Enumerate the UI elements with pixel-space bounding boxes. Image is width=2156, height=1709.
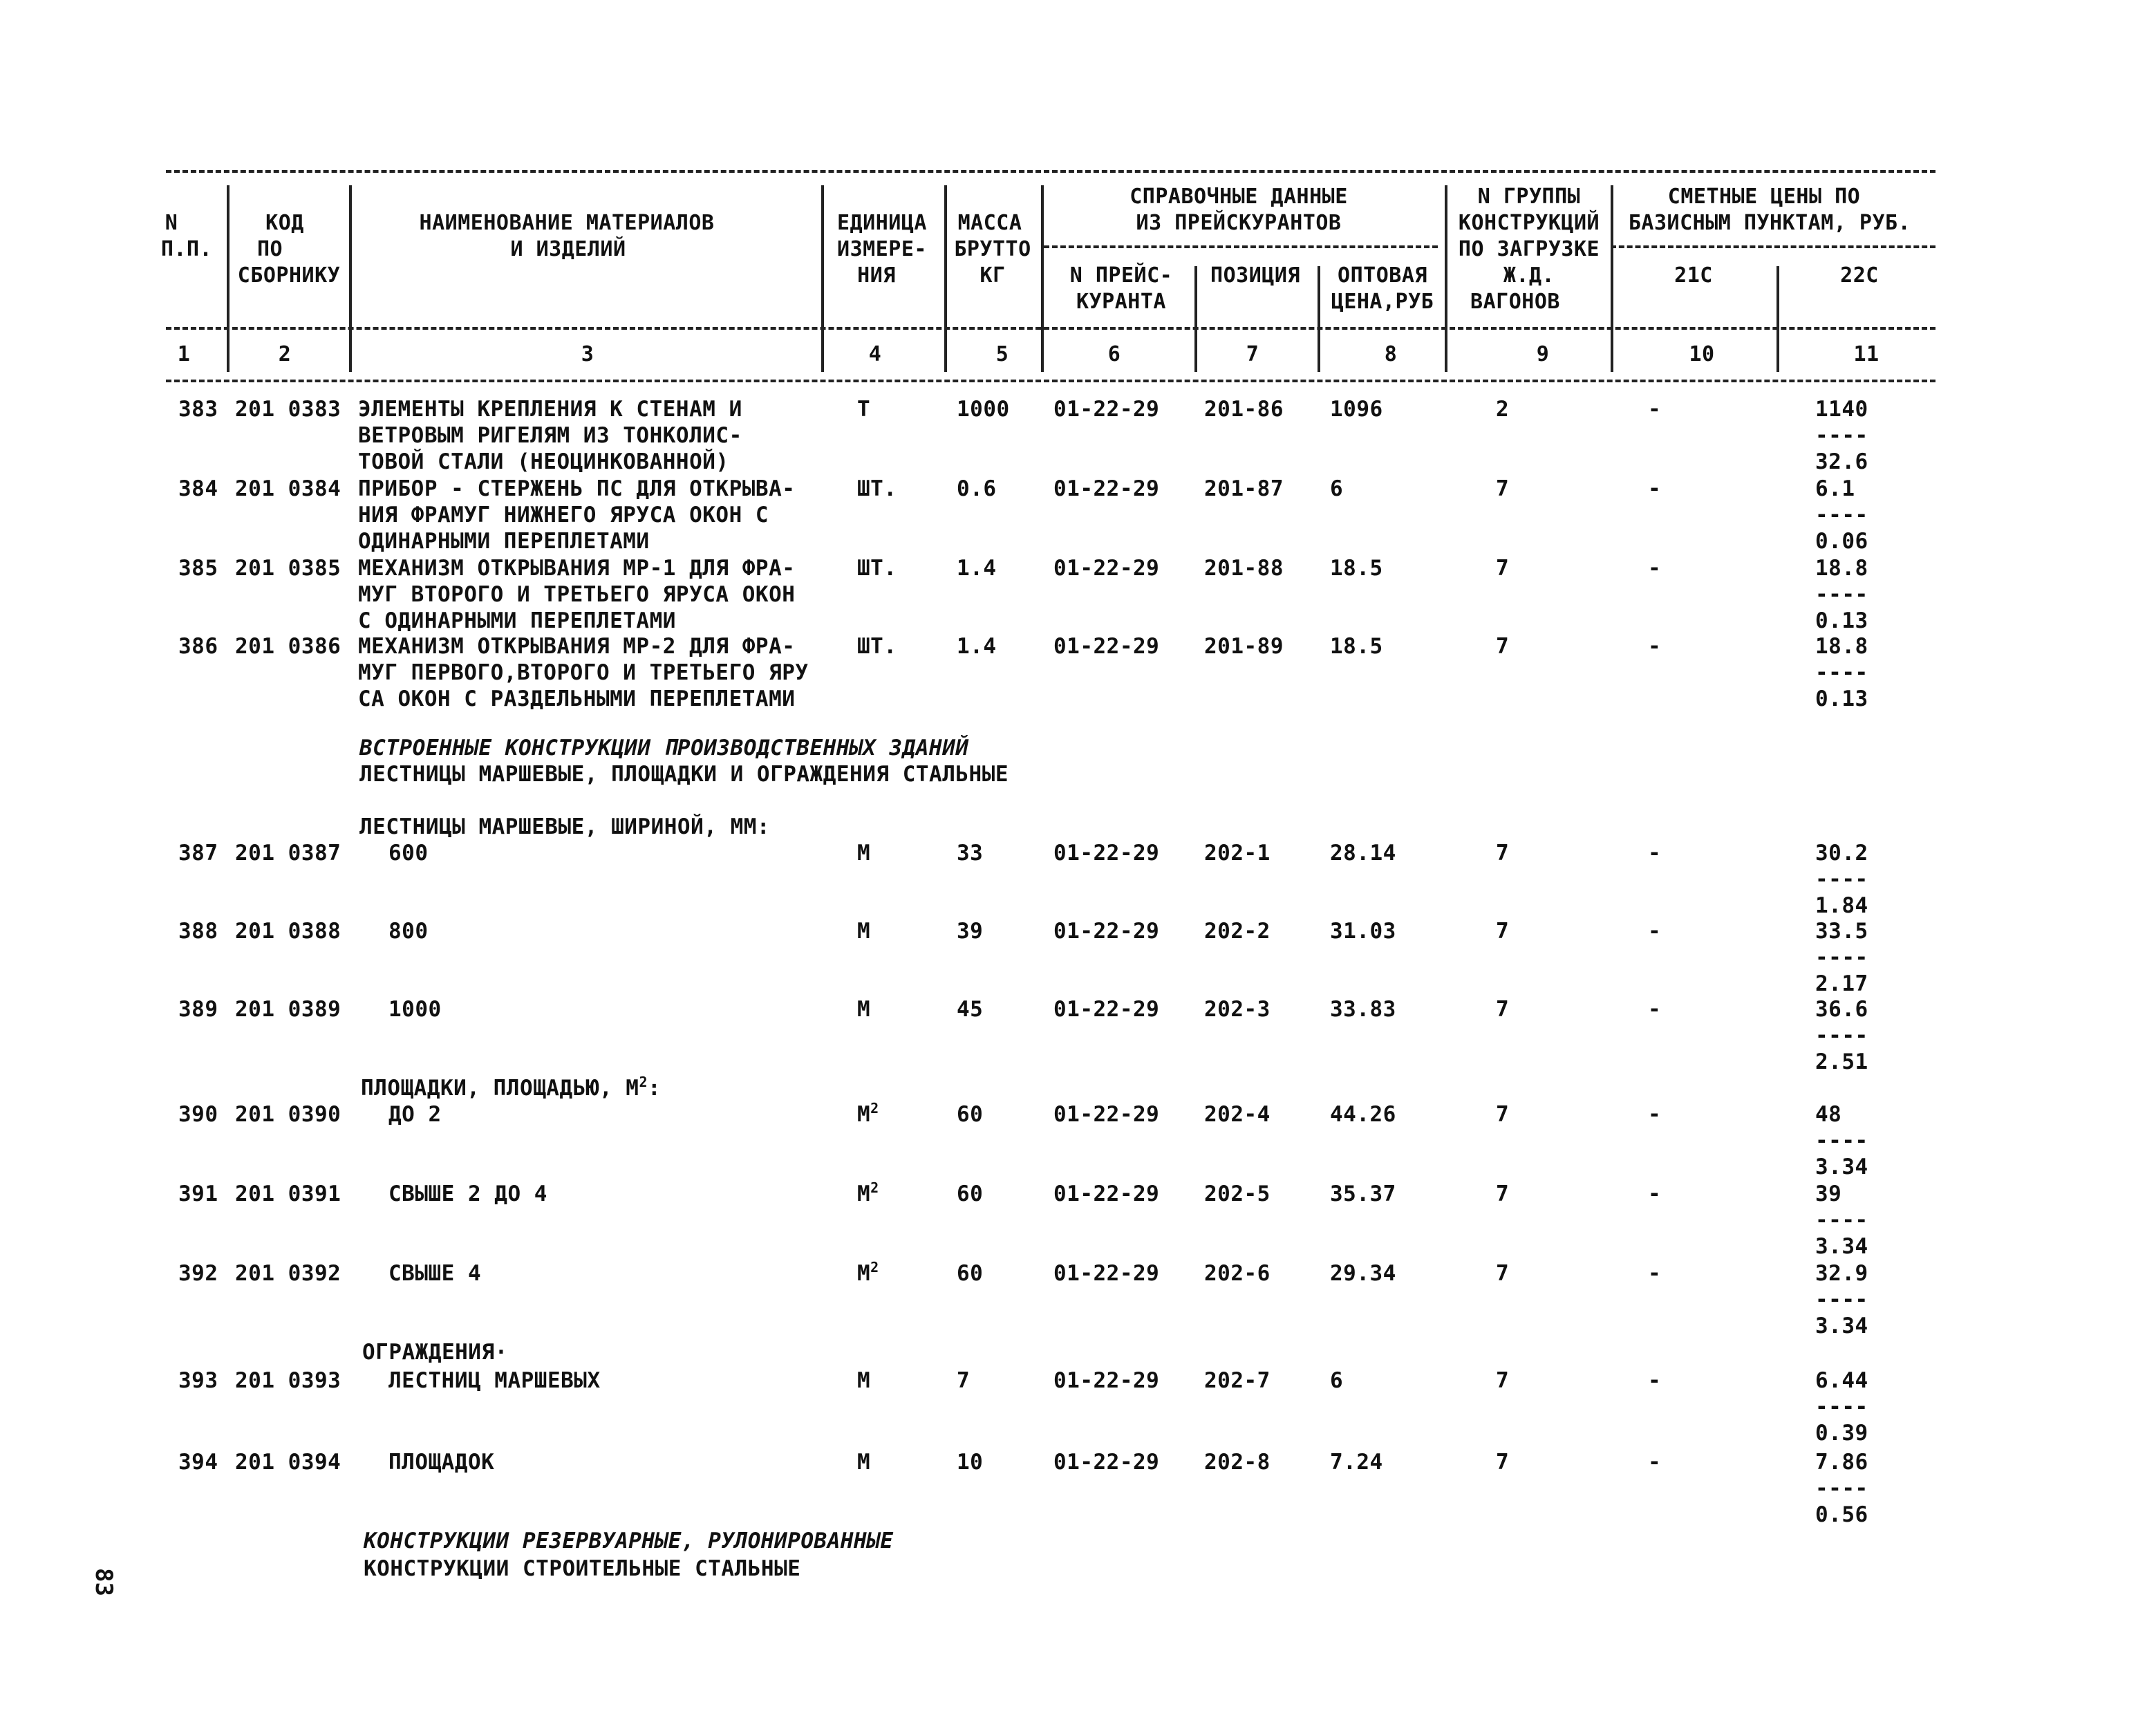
row-mass: 7 [957, 1368, 971, 1393]
section-subtitle-2: КОНСТРУКЦИИ СТРОИТЕЛЬНЫЕ СТАЛЬНЫЕ [364, 1556, 801, 1581]
column-number: 11 [1853, 342, 1880, 366]
row-price-22c-secondary: 0.13 [1815, 608, 1868, 633]
row-mass: 39 [957, 919, 984, 944]
row-unit: Т [857, 397, 871, 422]
col-sep [944, 185, 947, 372]
row-position: 202-2 [1204, 919, 1271, 944]
row-wholesale-price: 28.14 [1330, 841, 1396, 866]
row-wholesale-price: 18.5 [1330, 634, 1383, 659]
row-code: 201 0389 [235, 997, 341, 1022]
hdr-col6-l2: КУРАНТА [1076, 290, 1166, 314]
hdr-col1-l1: N [165, 211, 178, 235]
hdr-col4-l1: ЕДИНИЦА [837, 211, 927, 235]
row-number: 393 [178, 1368, 218, 1393]
row-name-line: МЕХАНИЗМ ОТКРЫВАНИЯ МР-2 ДЛЯ ФРА- [358, 634, 796, 659]
row-name-line: ОДИНАРНЫМИ ПЕРЕПЛЕТАМИ [358, 529, 650, 554]
row-price-22c-secondary: 3.34 [1815, 1155, 1868, 1179]
row-pricelist-number: 01-22-29 [1053, 397, 1160, 422]
column-number: 3 [581, 342, 594, 366]
row-price-22c-secondary: 0.56 [1815, 1502, 1868, 1527]
row-name-line: НИЯ ФРАМУГ НИЖНЕГО ЯРУСА ОКОН С [358, 503, 769, 527]
row-price-22c-secondary: 0.06 [1815, 529, 1868, 554]
row-unit: М [857, 1450, 871, 1475]
row-price-22c-secondary: 0.39 [1815, 1421, 1868, 1446]
row-wholesale-price: 33.83 [1330, 997, 1396, 1022]
row-code: 201 0394 [235, 1450, 341, 1475]
row-mass: 45 [957, 997, 984, 1022]
row-mass: 33 [957, 841, 984, 866]
ref-group-rule [1044, 245, 1438, 248]
column-number: 8 [1384, 342, 1398, 366]
row-wholesale-price: 18.5 [1330, 556, 1383, 581]
hdr-price-group-l1: СМЕТНЫЕ ЦЕНЫ ПО [1667, 185, 1861, 209]
row-price-22c-secondary: 2.17 [1815, 971, 1868, 996]
row-name-line: ЛЕСТНИЦ МАРШЕВЫХ [388, 1368, 601, 1393]
row-code: 201 0393 [235, 1368, 341, 1393]
row-number: 384 [178, 476, 218, 501]
row-load-group: 7 [1496, 1102, 1510, 1127]
row-name-line: МЕХАНИЗМ ОТКРЫВАНИЯ МР-1 ДЛЯ ФРА- [358, 556, 796, 581]
row-name-line: ДО 2 [388, 1102, 442, 1127]
row-price-divider: ---- [1815, 423, 1868, 448]
hdr-col9-l5: ВАГОНОВ [1470, 290, 1560, 314]
row-number: 394 [178, 1450, 218, 1475]
row-position: 202-7 [1204, 1368, 1271, 1393]
hdr-col6-l1: N ПРЕЙС- [1069, 263, 1173, 288]
row-unit: ШТ. [857, 556, 897, 581]
row-price-22c: 36.6 [1815, 997, 1868, 1022]
row-position: 202-4 [1204, 1102, 1271, 1127]
col-sep [1777, 266, 1779, 372]
row-price-21c: - [1648, 1261, 1662, 1286]
row-code: 201 0390 [235, 1102, 341, 1127]
col-sep [821, 185, 824, 372]
row-price-divider: ---- [1815, 582, 1868, 607]
row-position: 202-8 [1204, 1450, 1271, 1475]
row-wholesale-price: 7.24 [1330, 1450, 1383, 1475]
row-name-line: МУГ ВТОРОГО И ТРЕТЬЕГО ЯРУСА ОКОН [358, 582, 796, 607]
header-middle-rule [166, 327, 1935, 330]
row-wholesale-price: 31.03 [1330, 919, 1396, 944]
column-number: 9 [1536, 342, 1550, 366]
row-price-22c: 39 [1815, 1182, 1842, 1206]
row-code: 201 0384 [235, 476, 341, 501]
row-code: 201 0388 [235, 919, 341, 944]
row-load-group: 2 [1496, 397, 1510, 422]
col-sep [1611, 185, 1613, 372]
col-sep [349, 185, 352, 372]
row-mass: 10 [957, 1450, 984, 1475]
row-name-line: МУГ ПЕРВОГО,ВТОРОГО И ТРЕТЬЕГО ЯРУ [358, 660, 809, 685]
column-number: 1 [177, 342, 191, 366]
row-pricelist-number: 01-22-29 [1053, 919, 1160, 944]
row-pricelist-number: 01-22-29 [1053, 1368, 1160, 1393]
row-price-22c: 18.8 [1815, 556, 1868, 581]
subhead-platforms: ПЛОЩАДКИ, ПЛОЩАДЬЮ, $М^2$: [361, 1074, 662, 1101]
hdr-col11: 22С [1840, 263, 1879, 288]
row-wholesale-price: 6 [1330, 1368, 1344, 1393]
hdr-col2-l3: СБОРНИКУ [237, 263, 341, 288]
col-sep [227, 185, 229, 372]
row-name-line: 1000 [388, 997, 442, 1022]
row-unit: ШТ. [857, 634, 897, 659]
row-load-group: 7 [1496, 919, 1510, 944]
column-number: 10 [1689, 342, 1715, 366]
column-number: 2 [278, 342, 292, 366]
header-bottom-rule [166, 380, 1935, 382]
row-price-22c: 32.9 [1815, 1261, 1868, 1286]
row-name-line: ПЛОЩАДОК [388, 1450, 495, 1475]
row-load-group: 7 [1496, 634, 1510, 659]
row-name-line: СВЫШЕ 2 ДО 4 [388, 1182, 547, 1206]
page-number: 83 [90, 1568, 118, 1596]
hdr-col4-l3: НИЯ [857, 263, 896, 288]
row-price-divider: ---- [1815, 1128, 1868, 1153]
row-price-22c: 18.8 [1815, 634, 1868, 659]
section-subtitle: ЛЕСТНИЦЫ МАРШЕВЫЕ, ПЛОЩАДКИ И ОГРАЖДЕНИЯ СТАЛЬНЫЕ [359, 762, 1009, 787]
row-mass: 1.4 [957, 556, 997, 581]
row-price-divider: ---- [1815, 1394, 1868, 1419]
row-price-22c-secondary: 3.34 [1815, 1314, 1868, 1338]
row-mass: 1000 [957, 397, 1010, 422]
column-number: 5 [995, 342, 1009, 366]
row-code: 201 0383 [235, 397, 341, 422]
column-number: 4 [868, 342, 882, 366]
row-load-group: 7 [1496, 1368, 1510, 1393]
row-unit: М [857, 841, 871, 866]
row-mass: 60 [957, 1261, 984, 1286]
row-name-line: ПРИБОР - СТЕРЖЕНЬ ПС ДЛЯ ОТКРЫВА- [358, 476, 796, 501]
subhead-stairs: ЛЕСТНИЦЫ МАРШЕВЫЕ, ШИРИНОЙ, ММ: [359, 814, 771, 839]
row-pricelist-number: 01-22-29 [1053, 634, 1160, 659]
row-number: 390 [178, 1102, 218, 1127]
row-price-divider: ---- [1815, 1023, 1868, 1048]
row-pricelist-number: 01-22-29 [1053, 997, 1160, 1022]
row-price-22c: 33.5 [1815, 919, 1868, 944]
hdr-col8-l1: ОПТОВАЯ [1338, 263, 1427, 288]
row-price-22c: 6.1 [1815, 476, 1855, 501]
row-price-divider: ---- [1815, 1287, 1868, 1312]
row-pricelist-number: 01-22-29 [1053, 1182, 1160, 1206]
row-mass: 60 [957, 1182, 984, 1206]
row-price-22c: 6.44 [1815, 1368, 1868, 1393]
row-price-21c: - [1648, 556, 1662, 581]
row-price-21c: - [1648, 1450, 1662, 1475]
row-price-21c: - [1648, 1368, 1662, 1393]
row-unit: $М^2$ [857, 1259, 879, 1286]
row-price-22c-secondary: 2.51 [1815, 1049, 1868, 1074]
hdr-col7: ПОЗИЦИЯ [1210, 263, 1300, 288]
row-wholesale-price: 6 [1330, 476, 1344, 501]
row-pricelist-number: 01-22-29 [1053, 841, 1160, 866]
column-number: 6 [1107, 342, 1121, 366]
row-position: 202-5 [1204, 1182, 1271, 1206]
row-price-21c: - [1648, 1182, 1662, 1206]
row-wholesale-price: 1096 [1330, 397, 1383, 422]
row-code: 201 0391 [235, 1182, 341, 1206]
row-name-line: 600 [388, 841, 429, 866]
row-price-21c: - [1648, 476, 1662, 501]
row-name-line: СА ОКОН С РАЗДЕЛЬНЫМИ ПЕРЕПЛЕТАМИ [358, 687, 796, 711]
hdr-col9-l1: N ГРУППЫ [1477, 185, 1581, 209]
row-load-group: 7 [1496, 1261, 1510, 1286]
row-wholesale-price: 29.34 [1330, 1261, 1396, 1286]
col-sep [1194, 266, 1197, 372]
hdr-col5-l2: БРУТТО [954, 237, 1031, 261]
row-load-group: 7 [1496, 1182, 1510, 1206]
row-name-line: ТОВОЙ СТАЛИ (НЕОЦИНКОВАННОЙ) [358, 449, 729, 474]
price-group-rule [1611, 245, 1935, 248]
row-price-divider: ---- [1815, 503, 1868, 527]
row-price-22c-secondary: 3.34 [1815, 1234, 1868, 1259]
hdr-ref-group-l2: ИЗ ПРЕЙСКУРАНТОВ [1136, 211, 1342, 235]
row-mass: 1.4 [957, 634, 997, 659]
row-mass: 60 [957, 1102, 984, 1127]
hdr-col4-l2: ИЗМЕРЕ- [837, 237, 927, 261]
row-price-divider: ---- [1815, 1208, 1868, 1233]
row-number: 392 [178, 1261, 218, 1286]
row-pricelist-number: 01-22-29 [1053, 1261, 1160, 1286]
hdr-col8-l2: ЦЕНА,РУБ [1331, 290, 1434, 314]
row-price-22c: 7.86 [1815, 1450, 1868, 1475]
row-position: 202-1 [1204, 841, 1271, 866]
row-unit: $М^2$ [857, 1100, 879, 1127]
hdr-col2-l1: КОД [265, 211, 304, 235]
row-mass: 0.6 [957, 476, 997, 501]
row-price-divider: ---- [1815, 1476, 1868, 1501]
row-number: 389 [178, 997, 218, 1022]
row-price-22c: 1140 [1815, 397, 1868, 422]
row-price-21c: - [1648, 634, 1662, 659]
row-pricelist-number: 01-22-29 [1053, 1450, 1160, 1475]
row-name-line: СВЫШЕ 4 [388, 1261, 482, 1286]
row-name-line: С ОДИНАРНЫМИ ПЕРЕПЛЕТАМИ [358, 608, 676, 633]
hdr-col10: 21С [1674, 263, 1713, 288]
row-load-group: 7 [1496, 997, 1510, 1022]
row-unit: ШТ. [857, 476, 897, 501]
col-sep [1318, 266, 1320, 372]
hdr-col3-l1: НАИМЕНОВАНИЕ МАТЕРИАЛОВ [419, 211, 715, 235]
hdr-col9-l3: ПО ЗАГРУЗКЕ [1458, 237, 1600, 261]
section-title: ВСТРОЕННЫЕ КОНСТРУКЦИИ ПРОИЗВОДСТВЕННЫХ ЗДАНИЙ [359, 736, 969, 760]
row-price-divider: ---- [1815, 945, 1868, 970]
row-price-22c-secondary: 1.84 [1815, 893, 1868, 918]
row-position: 202-6 [1204, 1261, 1271, 1286]
row-position: 201-87 [1204, 476, 1284, 501]
row-name-line: 800 [388, 919, 429, 944]
hdr-col9-l4: Ж.Д. [1503, 263, 1555, 288]
hdr-col3-l2: И ИЗДЕЛИЙ [510, 237, 626, 261]
hdr-ref-group-l1: СПРАВОЧНЫЕ ДАННЫЕ [1129, 185, 1348, 209]
row-unit: $М^2$ [857, 1179, 879, 1206]
row-load-group: 7 [1496, 476, 1510, 501]
hdr-col5-l1: МАССА [957, 211, 1022, 235]
col-sep [1041, 185, 1044, 372]
column-number: 7 [1246, 342, 1259, 366]
subhead-fences: ОГРАЖДЕНИЯ· [362, 1340, 508, 1365]
header-top-rule [166, 170, 1935, 173]
row-price-22c-secondary: 0.13 [1815, 687, 1868, 711]
row-number: 391 [178, 1182, 218, 1206]
row-unit: М [857, 1368, 871, 1393]
hdr-col1-l2: П.П. [160, 237, 213, 261]
row-load-group: 7 [1496, 1450, 1510, 1475]
row-price-22c: 30.2 [1815, 841, 1868, 866]
row-pricelist-number: 01-22-29 [1053, 476, 1160, 501]
row-price-22c: 48 [1815, 1102, 1842, 1127]
row-price-22c-secondary: 32.6 [1815, 449, 1868, 474]
row-number: 385 [178, 556, 218, 581]
row-price-21c: - [1648, 919, 1662, 944]
row-code: 201 0387 [235, 841, 341, 866]
row-price-21c: - [1648, 1102, 1662, 1127]
row-price-21c: - [1648, 997, 1662, 1022]
row-price-divider: ---- [1815, 660, 1868, 685]
row-position: 201-86 [1204, 397, 1284, 422]
hdr-col9-l2: КОНСТРУКЦИЙ [1458, 211, 1600, 235]
hdr-price-group-l2: БАЗИСНЫМ ПУНКТАМ, РУБ. [1628, 211, 1911, 235]
row-price-21c: - [1648, 397, 1662, 422]
row-number: 386 [178, 634, 218, 659]
hdr-col5-l3: КГ [979, 263, 1006, 288]
row-number: 388 [178, 919, 218, 944]
row-unit: М [857, 919, 871, 944]
row-price-divider: ---- [1815, 867, 1868, 892]
row-wholesale-price: 35.37 [1330, 1182, 1396, 1206]
row-name-line: ЭЛЕМЕНТЫ КРЕПЛЕНИЯ К СТЕНАМ И [358, 397, 742, 422]
row-price-21c: - [1648, 841, 1662, 866]
row-code: 201 0386 [235, 634, 341, 659]
row-name-line: ВЕТРОВЫМ РИГЕЛЯМ ИЗ ТОНКОЛИС- [358, 423, 742, 448]
row-position: 202-3 [1204, 997, 1271, 1022]
row-unit: М [857, 997, 871, 1022]
row-number: 383 [178, 397, 218, 422]
row-pricelist-number: 01-22-29 [1053, 1102, 1160, 1127]
row-code: 201 0385 [235, 556, 341, 581]
row-position: 201-88 [1204, 556, 1284, 581]
hdr-col2-l2: ПО [257, 237, 283, 261]
section-title-2: КОНСТРУКЦИИ РЕЗЕРВУАРНЫЕ, РУЛОНИРОВАННЫЕ [364, 1529, 894, 1553]
row-position: 201-89 [1204, 634, 1284, 659]
col-sep [1445, 185, 1447, 372]
row-load-group: 7 [1496, 556, 1510, 581]
row-number: 387 [178, 841, 218, 866]
row-pricelist-number: 01-22-29 [1053, 556, 1160, 581]
row-wholesale-price: 44.26 [1330, 1102, 1396, 1127]
row-load-group: 7 [1496, 841, 1510, 866]
row-code: 201 0392 [235, 1261, 341, 1286]
